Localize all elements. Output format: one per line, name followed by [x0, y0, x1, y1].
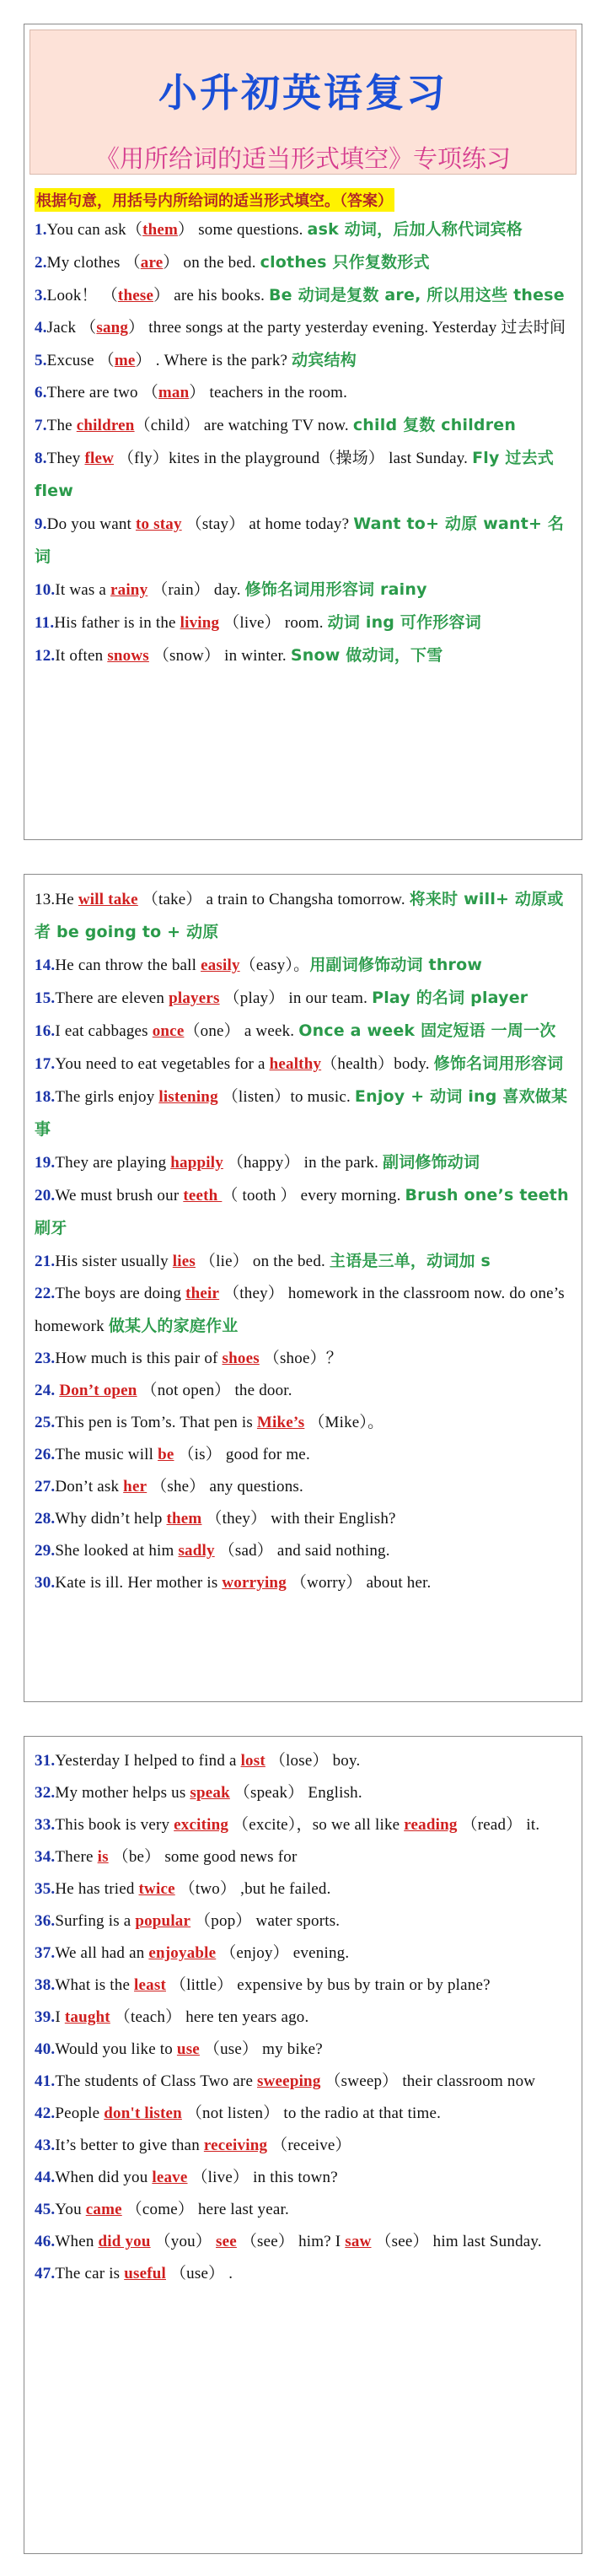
question-number: 38. [35, 1976, 56, 1994]
answer-text: leave [152, 2169, 188, 2186]
question-text: You can ask（ [46, 221, 143, 239]
explanation-note: 动词 ing 可作形容词 [327, 613, 481, 632]
question-item [35, 949, 571, 982]
question-text: The girls enjoy [55, 1088, 159, 1106]
question-item [35, 2194, 571, 2226]
question-text: The car is [55, 2265, 125, 2282]
question-number: 7. [35, 417, 47, 434]
question-text: The students of Class Two are [55, 2072, 258, 2090]
question-text: We must brush our [55, 1187, 184, 1204]
question-number: 23. [35, 1350, 56, 1367]
question-number: 1. [35, 221, 47, 239]
question-item [35, 1343, 571, 1375]
question-text: （come） here last year. [121, 2201, 289, 2218]
question-text: Don’t ask [55, 1478, 124, 1495]
question-text: （shoe）？ [259, 1350, 342, 1367]
question-list-2 [35, 883, 571, 1599]
question-text: I [55, 2008, 65, 2026]
section-content-2 [24, 883, 582, 1599]
question-number: 21. [35, 1253, 56, 1270]
question-text: （she） any questions. [147, 1478, 303, 1495]
question-number: 30. [35, 1574, 56, 1592]
question-item [35, 1375, 571, 1407]
question-item [35, 312, 571, 344]
question-text: Surfing is a [55, 1912, 136, 1930]
question-item [35, 279, 571, 312]
question-text: People [55, 2104, 105, 2122]
question-item [35, 1905, 571, 1937]
explanation-note: 副词修饰动词 [383, 1153, 480, 1172]
explanation-note: ask 动词，后加人称代词宾格 [307, 220, 523, 239]
question-number: 34. [35, 1848, 56, 1866]
explanation-note: 动宾结构 [292, 351, 357, 369]
page-subtitle: 《用所给词的适当形式填空》专项练习 [94, 144, 511, 173]
answer-text: sang [96, 319, 129, 337]
question-text: This book is very [55, 1816, 174, 1834]
question-text: （worry） about her. [286, 1574, 432, 1592]
answer-text: listening [158, 1088, 218, 1106]
answer-text: see [216, 2233, 237, 2250]
question-text: You [55, 2201, 86, 2218]
explanation-note: Want to+ 动原 want+ 名词 [35, 515, 565, 566]
question-text: Kate is ill. Her mother is [55, 1574, 223, 1592]
answer-text: did you [98, 2233, 151, 2250]
question-text: （teach） here ten years ago. [110, 2008, 309, 2026]
question-text: （stay） at home today? [181, 515, 354, 533]
question-number: 12. [35, 647, 56, 665]
question-item [35, 982, 571, 1015]
answer-text: these [117, 287, 154, 304]
question-number: 31. [35, 1752, 56, 1770]
question-text: Why didn’t help [55, 1510, 167, 1528]
answer-text: came [85, 2201, 122, 2218]
answer-text: lost [240, 1752, 265, 1770]
question-text: （one） a week. [184, 1022, 299, 1040]
answer-text: least [134, 1976, 166, 1994]
question-item [35, 1179, 571, 1245]
question-text: Would you like to [55, 2040, 177, 2058]
question-item [35, 2226, 571, 2258]
answer-text: snows [107, 647, 149, 665]
question-number: 9. [35, 515, 47, 533]
question-text: The [46, 417, 77, 434]
question-item [35, 442, 571, 508]
question-text: ） teachers in the room. [189, 384, 348, 401]
explanation-note: 修饰名词用形容词 [433, 1054, 564, 1073]
question-item [35, 1471, 571, 1503]
section-content-1 [24, 180, 582, 672]
question-text: （they） homework in the classroom now. do one’s homework [35, 1285, 565, 1335]
answer-text: enjoyable [148, 1944, 217, 1962]
question-text: ） three songs at the party yesterday evening. Yesterday 过去时间 [128, 319, 566, 337]
question-number: 3. [35, 287, 47, 304]
question-text: （excite），so we all like [228, 1816, 405, 1834]
question-text: This pen is Tom’s. That pen is [55, 1414, 257, 1431]
question-text: Do you want [46, 515, 136, 533]
explanation-note: Brush one’s teeth 刷牙 [35, 1186, 569, 1237]
question-text: （Mike）。 [304, 1414, 384, 1431]
question-number: 46. [35, 2233, 56, 2250]
question-item [35, 1873, 571, 1905]
question-number: 17. [35, 1055, 56, 1073]
question-item [35, 1777, 571, 1809]
answer-text: happily [170, 1154, 223, 1172]
question-text: He can throw the ball [55, 957, 201, 974]
question-text: They are playing [55, 1154, 171, 1172]
question-number: 43. [35, 2137, 56, 2154]
question-item [35, 344, 571, 377]
question-text: It often [55, 647, 108, 665]
question-text: （little） expensive by bus by train or by plane? [165, 1976, 491, 1994]
question-text: There are two （ [46, 384, 158, 401]
question-item [35, 246, 571, 279]
answer-text: useful [124, 2265, 166, 2282]
question-number: 16. [35, 1022, 56, 1040]
question-text: ） are his books. [153, 287, 269, 304]
question-text: We all had an [55, 1944, 149, 1962]
question-text: There [55, 1848, 98, 1866]
question-item [35, 2098, 571, 2130]
question-item [35, 1278, 571, 1343]
question-text: （you） [150, 2233, 217, 2250]
question-text: Look！ （ [46, 287, 118, 304]
question-number: 11. [35, 614, 55, 632]
question-text: He [55, 891, 78, 908]
question-text: （speak） English. [229, 1784, 362, 1802]
question-text: （sweep） their classroom now [320, 2072, 536, 2090]
explanation-note: child 复数 children [352, 416, 517, 434]
answer-text: sadly [178, 1542, 215, 1560]
answer-text: is [97, 1848, 109, 1866]
question-number: 40. [35, 2040, 56, 2058]
question-number: 36. [35, 1912, 56, 1930]
question-text: When did you [55, 2169, 153, 2186]
question-text: （listen）to music. [217, 1088, 355, 1106]
question-text: Excuse （ [46, 352, 115, 369]
question-item [35, 409, 571, 442]
question-text: My clothes （ [46, 254, 141, 272]
explanation-note: 主语是三单，动词加 s [329, 1252, 491, 1270]
question-text: （child） are watching TV now. [134, 417, 353, 434]
explanation-note: Once a week 固定短语 一周一次 [298, 1021, 556, 1040]
explanation-note: clothes 只作复数形式 [260, 253, 430, 272]
answer-text: me [114, 352, 136, 369]
answer-text: their [185, 1285, 220, 1302]
answer-text: to stay [135, 515, 182, 533]
answer-text: reading [404, 1816, 458, 1834]
question-item [35, 2258, 571, 2290]
answer-text: saw [345, 2233, 372, 2250]
question-number: 47. [35, 2265, 56, 2282]
explanation-note: Fly 过去式 flew [35, 449, 554, 500]
question-number: 10. [35, 581, 56, 599]
question-text: What is the [55, 1976, 135, 1994]
question-item [35, 1146, 571, 1179]
question-text: （play） in our team. [219, 989, 373, 1007]
explanation-note: 用副词修饰动词 throw [309, 956, 483, 974]
question-number: 42. [35, 2104, 56, 2122]
question-list-1 [35, 213, 571, 672]
explanation-note: 将来时 will+ 动原或者 be going to + 动原 [35, 890, 564, 941]
question-number: 8. [35, 450, 47, 467]
answer-text: her [123, 1478, 147, 1495]
question-number: 32. [35, 1784, 56, 1802]
question-text: The music will [55, 1446, 158, 1463]
question-item [35, 1937, 571, 1970]
question-number: 2. [35, 254, 47, 272]
page-title: 小升初英语复习 [158, 70, 448, 116]
answer-text: players [169, 989, 220, 1007]
question-text: （health）body. [321, 1055, 434, 1073]
question-item [35, 213, 571, 246]
answer-text: twice [138, 1880, 175, 1898]
question-text: （is） good for me. [174, 1446, 310, 1463]
answer-text: shoes [222, 1350, 260, 1367]
question-text: When [55, 2233, 99, 2250]
question-text: （snow） in winter. [148, 647, 291, 665]
question-number: 27. [35, 1478, 56, 1495]
question-item [35, 1535, 571, 1567]
question-text: ） some questions. [178, 221, 308, 239]
question-item [35, 1567, 571, 1599]
question-number: 20. [35, 1187, 56, 1204]
question-text: （use） my bike? [199, 2040, 323, 2058]
question-text: （take） a train to Changsha tomorrow. [137, 891, 410, 908]
question-text: How much is this pair of [55, 1350, 223, 1367]
header-banner [29, 30, 577, 175]
answer-text: don't listen [104, 2104, 182, 2122]
question-item [35, 2066, 571, 2098]
question-text: （enjoy） evening. [216, 1944, 350, 1962]
answer-text: receiving [203, 2137, 268, 2154]
answer-text: will take [78, 891, 138, 908]
answer-text: once [152, 1022, 185, 1040]
answer-text: children [76, 417, 135, 434]
section-card-2 [24, 874, 582, 1702]
question-number: 33. [35, 1816, 56, 1834]
question-text: （lie） on the bed. [195, 1253, 330, 1270]
answer-text: are [140, 254, 164, 272]
question-item [35, 2162, 571, 2194]
question-item [35, 1081, 571, 1146]
answer-text: use [176, 2040, 200, 2058]
question-item [35, 1503, 571, 1535]
question-text: There are eleven [55, 989, 169, 1007]
section-content-3 [24, 1745, 582, 2290]
question-item [35, 883, 571, 949]
question-text: （read） it. [457, 1816, 540, 1834]
answer-text: rainy [110, 581, 148, 599]
question-item [35, 1015, 571, 1048]
question-item [35, 1407, 571, 1439]
question-text: （receive） [267, 2137, 351, 2154]
question-text: （live） in this town? [187, 2169, 338, 2186]
answer-text: lies [172, 1253, 196, 1270]
question-number: 28. [35, 1510, 56, 1528]
question-item [35, 639, 571, 672]
question-text: She looked at him [55, 1542, 179, 1560]
question-text: （two） ,but he failed. [174, 1880, 331, 1898]
question-text: （see） him? I [236, 2233, 346, 2250]
question-text: （not listen） to the radio at that time. [181, 2104, 442, 2122]
answer-text: Mike’s [256, 1414, 305, 1431]
question-text: （happy） in the park. [223, 1154, 383, 1172]
question-text: My mother helps us [55, 1784, 190, 1802]
answer-text: exciting [174, 1816, 229, 1834]
answer-text: them [166, 1510, 202, 1528]
question-number: 41. [35, 2072, 56, 2090]
answer-text: be [158, 1446, 174, 1463]
question-item [35, 2130, 571, 2162]
question-number: 6. [35, 384, 47, 401]
question-text: （use） . [166, 2265, 233, 2282]
answer-text: flew [84, 450, 115, 467]
question-text: （see） him last Sunday. [371, 2233, 542, 2250]
question-text: （fly）kites in the playground（操场） last Sunday. [114, 450, 473, 467]
answer-text: popular [135, 1912, 191, 1930]
question-number: 45. [35, 2201, 56, 2218]
explanation-note: Enjoy + 动词 ing 喜欢做某事 [35, 1087, 568, 1139]
explanation-note: 修饰名词用形容词 rainy [244, 580, 427, 599]
question-number: 35. [35, 1880, 56, 1898]
question-number: 19. [35, 1154, 56, 1172]
question-text: Jack （ [46, 319, 97, 337]
question-text: They [46, 450, 85, 467]
answer-text: teeth [183, 1187, 223, 1204]
question-number: 39. [35, 2008, 56, 2026]
question-item [35, 2034, 571, 2066]
question-text: It was a [55, 581, 110, 599]
question-number: 5. [35, 352, 47, 369]
question-text: His father is in the [54, 614, 180, 632]
question-text: I eat cabbages [55, 1022, 153, 1040]
question-text: His sister usually [55, 1253, 173, 1270]
question-item [35, 1048, 571, 1081]
question-number: 29. [35, 1542, 56, 1560]
question-text: （sad） and said nothing. [214, 1542, 390, 1560]
answer-text: healthy [269, 1055, 322, 1073]
answer-text: man [158, 384, 190, 401]
answer-text: Don’t open [59, 1382, 137, 1399]
question-text: （ tooth ） every morning. [222, 1187, 405, 1204]
question-item [35, 1439, 571, 1471]
answer-text: living [180, 614, 220, 632]
question-number: 26. [35, 1446, 56, 1463]
question-text: （pop） water sports. [190, 1912, 341, 1930]
question-text: You need to eat vegetables for a [55, 1055, 270, 1073]
question-number: 37. [35, 1944, 56, 1962]
question-number: 22. [35, 1285, 56, 1302]
question-item [35, 1745, 571, 1777]
question-text: （rain） day. [147, 581, 245, 599]
question-text: （be） some good news for [108, 1848, 298, 1866]
section-card-1 [24, 24, 582, 840]
answer-text: sweeping [257, 2072, 321, 2090]
question-item [35, 574, 571, 606]
question-text: （not open） the door. [137, 1382, 292, 1399]
question-number: 14. [35, 957, 56, 974]
explanation-note: Play 的名词 player [372, 989, 528, 1007]
question-number: 4. [35, 319, 47, 337]
question-text: He has tried [55, 1880, 139, 1898]
explanation-note: Be 动词是复数 are, 所以用这些 these [269, 286, 565, 304]
question-text: （lose） boy. [265, 1752, 361, 1770]
question-item [35, 508, 571, 574]
question-text: （they） with their English? [201, 1510, 396, 1528]
question-item [35, 606, 571, 639]
question-text: （easy）。 [239, 957, 310, 974]
question-item [35, 1809, 571, 1841]
question-number: 25. [35, 1414, 56, 1431]
answer-text: easily [201, 957, 240, 974]
question-text: It’s better to give than [55, 2137, 204, 2154]
answer-text: speak [190, 1784, 230, 1802]
explanation-note: Snow 做动词，下雪 [290, 646, 443, 665]
question-text: （live） room. [219, 614, 328, 632]
section-card-3 [24, 1736, 582, 2554]
question-text: The boys are doing [55, 1285, 186, 1302]
question-item [35, 1970, 571, 2002]
question-item [35, 1245, 571, 1278]
question-item [35, 2002, 571, 2034]
question-item [35, 1841, 571, 1873]
question-number: 13. [35, 891, 56, 908]
question-number: 44. [35, 2169, 56, 2186]
question-list-3 [35, 1745, 571, 2290]
answer-text: them [142, 221, 179, 239]
answer-text: worrying [222, 1574, 287, 1592]
question-text: ） on the bed. [163, 254, 260, 272]
question-number: 18. [35, 1088, 56, 1106]
question-number: 24. [35, 1382, 56, 1399]
question-text: ） . Where is the park? [135, 352, 292, 369]
instruction-text: 根据句意，用括号内所给词的适当形式填空。（答案） [35, 188, 394, 212]
answer-text: taught [64, 2008, 110, 2026]
explanation-note: 做某人的家庭作业 [108, 1317, 239, 1335]
question-number: 15. [35, 989, 56, 1007]
question-item [35, 377, 571, 409]
question-text: Yesterday I helped to find a [55, 1752, 241, 1770]
